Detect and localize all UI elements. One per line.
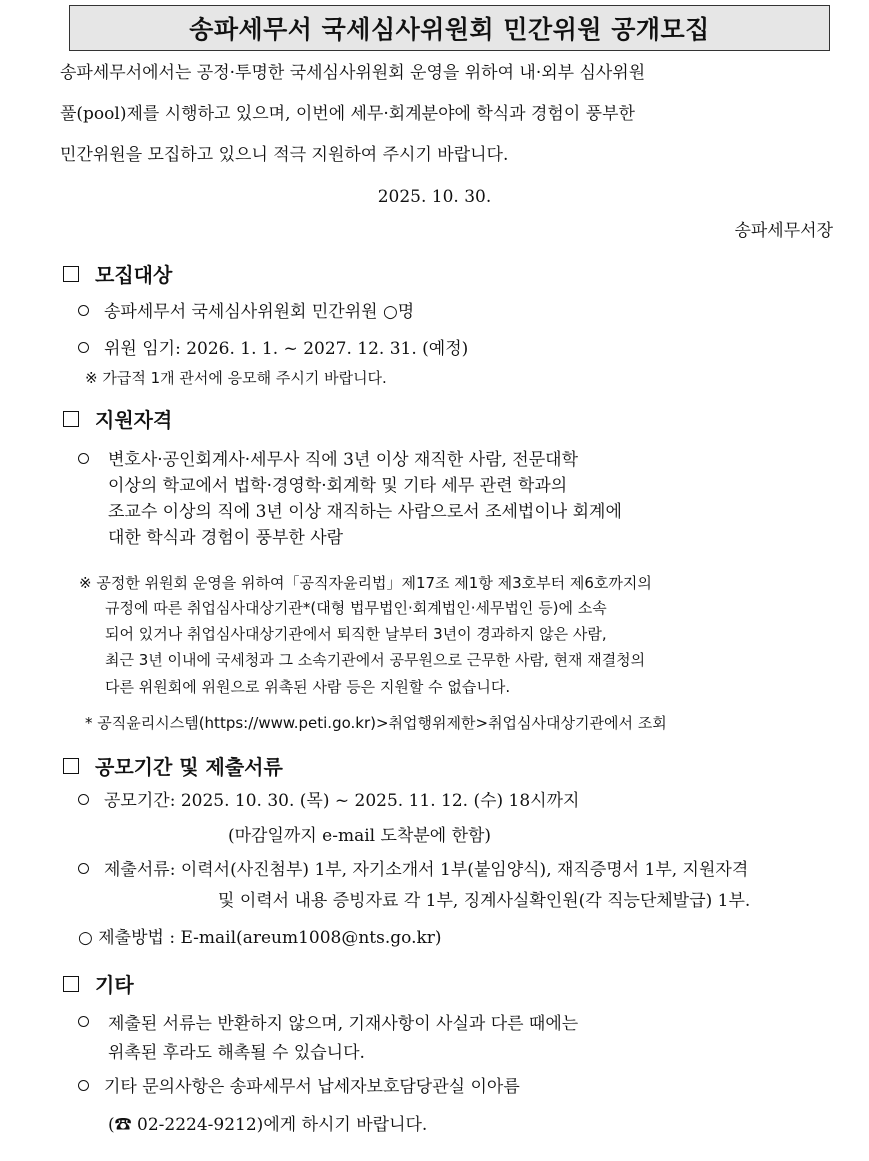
qualification-note-5: 다른 위원회에 위원으로 위촉된 사람 등은 지원할 수 없습니다. [105,678,511,696]
intro-paragraph [60,62,830,166]
circle-bullet-icon [78,305,89,316]
section-target [63,259,172,288]
circle-bullet-icon [78,453,89,464]
circle-bullet-icon [78,1016,89,1027]
period-deadline-note: (마감일까지 e-mail 도착분에 한함) [228,826,492,846]
section-etc-heading: 기타 [95,973,134,997]
checkbox-icon [63,976,79,992]
intro-line-2: 풀(pool)제를 시행하고 있으며, 이번에 세무·회계분야에 학식과 경험이 풍부한 [60,104,635,124]
contact-line: (☎ 02-2224-9212)에게 하시기 바랍니다. [108,1115,428,1135]
section-period [63,751,283,780]
docs-line-2: 및 이력서 내용 증빙자료 각 1부, 징계사실확인원(각 직능단체발급) 1부. [218,891,751,911]
qualification-footnote: * 공직윤리시스템(https://www.peti.go.kr)>취업행위제한>취업심사대상기관에서 조회 [85,714,667,732]
intro-line-3: 민간위원을 모집하고 있으니 적극 지원하여 주시기 바랍니다. [60,145,509,165]
circle-bullet-icon [78,342,89,353]
section-qualification [63,404,172,433]
qualification-note-2: 규정에 따른 취업심사대상기관*(대형 법무법인·회계법인·세무법인 등)에 소속 [105,599,607,617]
etc-bullet-1 [78,1012,104,1034]
page-title: 송파세무서 국세심사위원회 민간위원 공개모집 [189,15,710,44]
checkbox-icon [63,758,79,774]
docs-item: 제출서류: 이력서(사진첨부) 1부, 자기소개서 1부(붙임양식), 재직증명서 1부, 지원자격 [78,859,748,881]
issuer: 송파세무서장 [734,221,833,241]
section-etc [63,969,134,998]
circle-bullet-icon [78,1080,89,1091]
section-period-heading: 공모기간 및 제출서류 [95,755,283,779]
period-item: 공모기간: 2025. 10. 30. (목) ~ 2025. 11. 12. (수) 18시까지 [78,790,579,812]
title-box [69,5,830,51]
intro-line-1: 송파세무서에서는 공정·투명한 국세심사위원회 운영을 위하여 내·외부 심사위원 [60,63,646,83]
target-item-2: 위원 임기: 2026. 1. 1. ~ 2027. 12. 31. (예정) [78,338,468,360]
qualification-note-3: 되어 있거나 취업심사대상기관에서 퇴직한 날부터 3년이 경과하지 않은 사람, [105,625,607,643]
target-note: ※ 가급적 1개 관서에 응모해 주시기 바랍니다. [85,369,387,387]
qualification-item: 변호사·공인회계사·세무사 직에 3년 이상 재직한 사람, 전문대학 이상의 학교에서 법학·경영학·회계학 및 기타 세무 관련 학과의 조교수 이상의 직에 3년 이상 재직하는 사람으로서 조세법이나 회계에 대한 학식과 경험이 풍부한 사람 [108,450,622,548]
qualification-note-1: ※ 공정한 위원회 운영을 위하여「공직자윤리법」제17조 제1항 제3호부터 제6호까지의 [79,574,652,592]
notice-date: 2025. 10. 30. [377,187,492,207]
checkbox-icon [63,266,79,282]
submit-method: ○ 제출방법 : E-mail(areum1008@nts.go.kr) [78,928,442,948]
circle-bullet-icon [78,863,89,874]
checkbox-icon [63,411,79,427]
qualification-note-4: 최근 3년 이내에 국세청과 그 소속기관에서 공무원으로 근무한 사람, 현재 재결청의 [105,651,646,669]
qualification-bullet [78,449,104,471]
section-qualification-heading: 지원자격 [95,408,173,432]
etc-item-2: 기타 문의사항은 송파세무서 납세자보호담당관실 이아름 [78,1076,520,1098]
etc-item-1: 제출된 서류는 반환하지 않으며, 기재사항이 사실과 다른 때에는 위촉된 후라도 해촉될 수 있습니다. [108,1014,579,1063]
section-target-heading: 모집대상 [95,263,173,287]
circle-bullet-icon [78,794,89,805]
target-item-1: 송파세무서 국세심사위원회 민간위원 ○명 [78,301,414,323]
